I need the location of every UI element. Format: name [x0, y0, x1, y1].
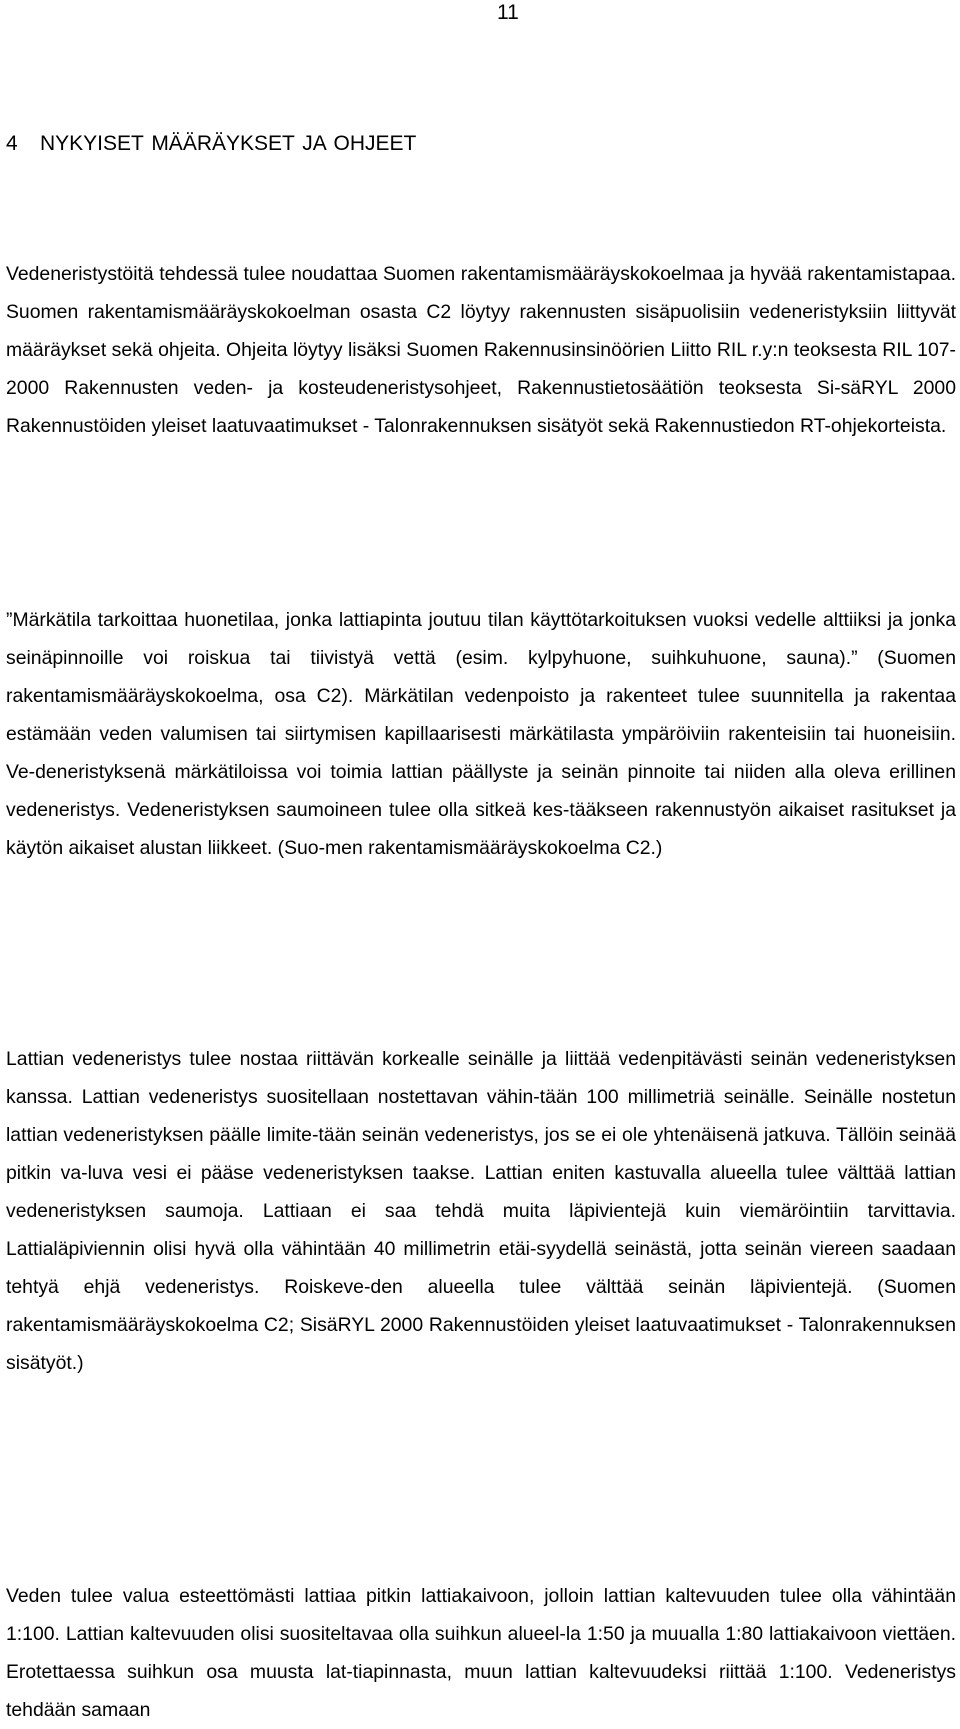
paragraph-intro: Vedeneristystöitä tehdessä tulee noudattaa Suomen rakentamismääräyskokoelmaa ja hyvää rakentamistapaa. Suomen rakentamismääräyskokoelman osasta C2 löytyy rakennusten sisäpuolisiin vedeneristyksiin liittyvät määräykset sekä ohjeita. Ohjeita löytyy lisäksi Suomen Rakennusinsinöörien Liitto RIL r.y:n teoksesta RIL 107-2000 Rakennusten veden- ja kosteudeneristysohjeet, Rakennustietosäätiön teoksesta Si-säRYL 2000 Rakennustöiden yleiset laatuvaatimukset - Talonrakennuksen sisätyöt sekä Rakennustiedon RT-ohjekorteista. [6, 263, 956, 437]
section-title: NYKYISET MÄÄRÄYKSET JA OHJEET [40, 132, 417, 155]
page-number: 11 [497, 1, 519, 24]
section-number: 4 [6, 132, 18, 155]
paragraph-floor-waterproofing: Lattian vedeneristys tulee nostaa riittävän korkealle seinälle ja liittää vedenpitävästi seinän vedeneristyksen kanssa. Lattian vedeneristys suositellaan nostettavan vähin-tään 100 millimetriä seinälle. Seinälle nostetun lattian vedeneristyksen päälle limite-tään seinän vedeneristys, jos se ei ole yhtenäisenä jatkuva. Tällöin seinää pitkin va-luva vesi ei pääse vedeneristyksen taakse. Lattian eniten kastuvalla alueella tulee välttää lattian vedeneristyksen saumoja. Lattiaan ei saa tehdä muita läpivientejä kuin viemäröintiin tarvittavia. Lattialäpiviennin olisi hyvä olla vähintään 40 millimetrin etäi-syydellä seinästä, jotta seinän viereen saadaan tehtyä ehjä vedeneristys. Roiskeve-den alueella tulee välttää seinän läpivientejä. (Suomen rakentamismääräyskokoelma C2; SisäRYL 2000 Rakennustöiden yleiset laatuvaatimukset - Talonrakennuksen sisätyöt.) [6, 1048, 956, 1374]
paragraph-wet-room-definition: ”Märkätila tarkoittaa huonetilaa, jonka lattiapinta joutuu tilan käyttötarkoituksen vuoksi vedelle alttiiksi ja jonka seinäpinnoille voi roiskua tai tiivistyä vettä (esim. kylpyhuone, suihkuhuone, sauna).” (Suomen rakentamismääräyskokoelma, osa C2). Märkätilan vedenpoisto ja rakenteet tulee suunnitella ja rakentaa estämään veden valumisen tai siirtymisen kapillaarisesti märkätilasta ympäröiviin rakenteisiin tai huoneisiin. Ve-deneristyksenä märkätiloissa voi toimia lattian päällyste ja seinän pinnoite tai niiden alla oleva erillinen vedeneristys. Vedeneristyksen saumoineen tulee olla sitkeä kes-tääkseen rakennustyön aikaiset rasitukset ja käytön aikaiset alustan liikkeet. (Suo-men rakentamismääräyskokoelma C2.) [6, 609, 956, 859]
section-heading [6, 131, 416, 157]
paragraph-floor-slope: Veden tulee valua esteettömästi lattiaa pitkin lattiakaivoon, jolloin lattian kaltevuuden tulee olla vähintään 1:100. Lattian kaltevuuden olisi suositeltavaa olla suihkun alueel-la 1:50 ja muualla 1:80 lattiakaivoon viettäen. Erotettaessa suihkun osa muusta lat-tiapinnasta, muun lattian kaltevuudeksi riittää 1:100. Vedeneristys tehdään samaan [6, 1585, 956, 1721]
